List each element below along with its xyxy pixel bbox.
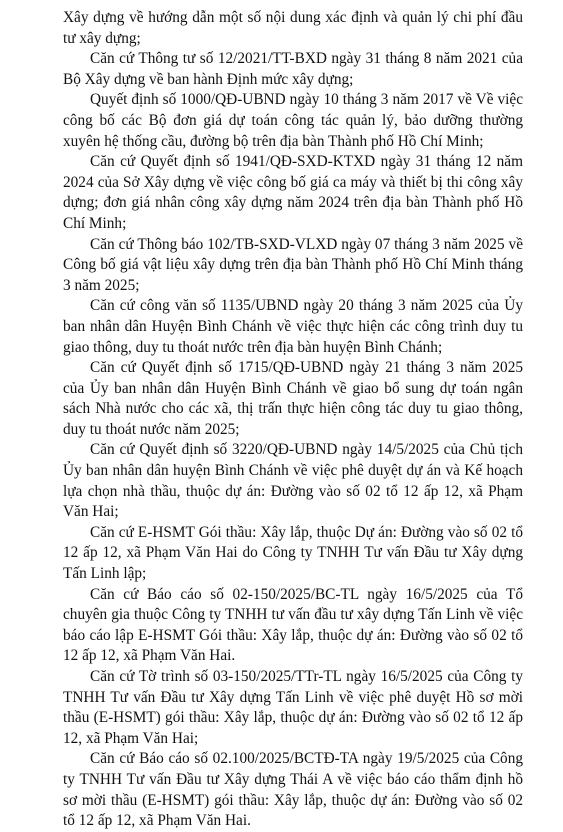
paragraph-bao-cao-02-100: Căn cứ Báo cáo số 02.100/2025/BCTĐ-TA ngày 19/5/2025 của Công ty TNHH Tư vấn Đầu tư Xây dựng Thái A về việc báo cáo thẩm định hồ sơ mời thầu (E-HSMT) gói thầu: Xây lắp, thuộc dự án: Đường vào số 02 tổ 12 ấp 12, xã Phạm Văn Hai. bbox=[63, 750, 523, 830]
paragraph-thong-bao-102: Căn cứ Thông báo 102/TB-SXD-VLXD ngày 07 tháng 3 năm 2025 về Công bố giá vật liệu xây dựng trên địa bàn Thành phố Hồ Chí Minh tháng 3 năm 2025; bbox=[63, 235, 523, 294]
paragraph-quyet-dinh-3220: Căn cứ Quyết định số 3220/QĐ-UBND ngày 14/5/2025 của Chủ tịch Ủy ban nhân dân huyện Bình Chánh về việc phê duyệt dự án và Kế hoạch lựa chọn nhà thầu, thuộc dự án: Đường vào số 02 tổ 12 ấp 12, xã Phạm Văn Hai; bbox=[63, 441, 523, 521]
paragraph-quyet-dinh-1715: Căn cứ Quyết định số 1715/QĐ-UBND ngày 21 tháng 3 năm 2025 của Ủy ban nhân dân Huyện Bình Chánh về giao bổ sung dự toán ngân sách Nhà nước cho các xã, thị trấn thực hiện công tác duy tu giao thông, duy tu thoát nước năm 2025; bbox=[63, 359, 523, 438]
paragraph-thong-tu-12: Căn cứ Thông tư số 12/2021/TT-BXD ngày 31 tháng 8 năm 2021 của Bộ Xây dựng về ban hành Định mức xây dựng; bbox=[63, 50, 523, 88]
paragraph-continuation: Xây dựng về hướng dẫn một số nội dung xác định và quản lý chi phí đầu tư xây dựng; bbox=[63, 9, 523, 47]
paragraph-quyet-dinh-1941: Căn cứ Quyết định số 1941/QĐ-SXD-KTXD ngày 31 tháng 12 năm 2024 của Sở Xây dựng về việc công bố giá ca máy và thiết bị thi công xây dựng; đơn giá nhân công xây dựng năm 2024 trên địa bàn Thành phố Hồ Chí Minh; bbox=[63, 153, 523, 232]
paragraph-cong-van-1135: Căn cứ công văn số 1135/UBND ngày 20 tháng 3 năm 2025 của Ủy ban nhân dân Huyện Bình Chánh về việc thực hiện các công trình duy tu giao thông, duy tu thoát nước trên địa bàn huyện Bình Chánh; bbox=[63, 297, 523, 356]
paragraph-bao-cao-02-150: Căn cứ Báo cáo số 02-150/2025/BC-TL ngày 16/5/2025 của Tổ chuyên gia thuộc Công ty TNHH tư vấn đầu tư xây dựng Tấn Linh về việc báo cáo lập E-HSMT Gói thầu: Xây lắp, thuộc dự án: Đường vào số 02 tổ 12 ấp 12, xã Phạm Văn Hai. bbox=[63, 585, 523, 665]
paragraph-to-trinh-03-150: Căn cứ Tờ trình số 03-150/2025/TTr-TL ngày 16/5/2025 của Công ty TNHH Tư vấn Đầu tư Xây dựng Tấn Linh về việc phê duyệt Hồ sơ mời thầu (E-HSMT) gói thầu: Xây lắp, thuộc dự án: Đường vào số 02 tổ 12 ấp 12, xã Phạm Văn Hai; bbox=[63, 668, 523, 747]
paragraph-e-hsmt: Căn cứ E-HSMT Gói thầu: Xây lắp, thuộc Dự án: Đường vào số 02 tổ 12 ấp 12, xã Phạm Văn Hai do Công ty TNHH Tư vấn Đầu tư Xây dựng Tấn Linh lập; bbox=[63, 523, 523, 583]
paragraph-quyet-dinh-1000: Quyết định số 1000/QĐ-UBND ngày 10 tháng 3 năm 2017 về Về việc công bố các Bộ đơn giá dự toán công tác quản lý, bảo dưỡng thường xuyên hệ thống cầu, đường bộ trên địa bàn Thành phố Hồ Chí Minh; bbox=[63, 91, 523, 150]
